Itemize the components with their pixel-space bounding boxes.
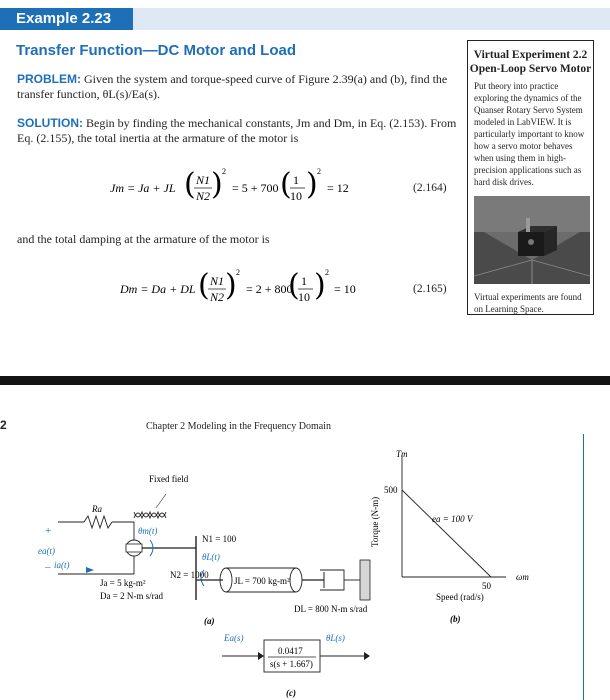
torque-speed-line	[402, 490, 491, 577]
figure-c-caption: (c)	[286, 688, 296, 698]
example-label: Example 2.23	[0, 8, 133, 30]
jl-label: JL = 700 kg-m²	[234, 576, 290, 586]
y-axis-symbol: Tm	[396, 449, 408, 459]
eq2-paren-right: )	[225, 268, 237, 303]
eq1-mid: = 5 + 700	[232, 181, 279, 195]
eq2-mid: = 2 + 800	[246, 282, 293, 296]
virtual-experiment-description: Put theory into practice exploring the dynamics of the Quanser Rotary Servo System modeled in LabVIEW. It is particularly important to know how a servo motor behaves when using them in high-precision applications such as hard disk drives.	[474, 81, 585, 187]
eq1-frac-num: 1	[293, 173, 299, 187]
resistor-ra	[84, 516, 112, 528]
page-divider	[0, 376, 610, 385]
eq1-paren-right: )	[211, 167, 223, 202]
ia-arrow	[86, 567, 94, 573]
eq2-frac-num: 1	[301, 274, 307, 288]
example-title: Transfer Function—DC Motor and Load	[16, 42, 296, 59]
chapter-header: Chapter 2 Modeling in the Frequency Domain	[146, 421, 331, 432]
tf-numerator: 0.0417	[278, 646, 303, 656]
eq2-ratio-den: N2	[210, 290, 225, 304]
output-arrowhead	[364, 652, 370, 660]
eq2-ratio-num: N1	[210, 274, 225, 288]
thetal-label: θL(t)	[202, 552, 220, 562]
ra-label: Ra	[92, 504, 102, 514]
problem-label: PROBLEM:	[17, 72, 81, 86]
load-cylinder-right	[290, 568, 302, 592]
eq1-frac-den: 10	[290, 189, 302, 203]
x-tick-50: 50	[482, 581, 491, 591]
eq1-lhs: Jm = Ja + JL	[110, 181, 176, 195]
fixed-field-label: Fixed field	[149, 474, 189, 484]
virtual-experiment-title	[468, 48, 593, 76]
n1-label: N1 = 100	[202, 534, 237, 544]
minus-sign: –	[45, 561, 51, 573]
eq1-exp2: 2	[317, 167, 321, 176]
eq2-paren2-left: (	[288, 268, 300, 303]
eq2-result: = 10	[334, 282, 356, 296]
eq1-result: = 12	[327, 181, 349, 195]
equation-2-165	[120, 263, 370, 315]
eq1-exp: 2	[222, 167, 226, 176]
eq2-exp: 2	[236, 268, 240, 277]
input-ea-label: Ea(s)	[224, 633, 244, 643]
servo-motor-image	[474, 196, 590, 284]
dl-label: DL = 800 N-m s/rad	[294, 604, 368, 614]
page-number: 2	[0, 418, 7, 432]
y-tick-500: 500	[384, 485, 398, 495]
damping-text: and the total damping at the armature of the motor is	[17, 232, 270, 246]
ja-label: Ja = 5 kg-m²	[100, 578, 146, 588]
virtual-experiment-footer: Virtual experiments are found on Learning Space.	[474, 292, 582, 314]
figure-a-motor-load	[38, 460, 378, 630]
eq1-number: (2.164)	[413, 182, 447, 194]
ia-label: ia(t)	[54, 560, 70, 570]
solution-text: Begin by finding the mechanical constants, Jm and Dm, in Eq. (2.153). From Eq. (2.155), the total inertia at the armature of the motor is	[17, 116, 457, 145]
eq2-number: (2.165)	[413, 283, 447, 295]
plus-sign: +	[45, 525, 52, 537]
x-axis-label: Speed (rad/s)	[436, 592, 484, 602]
y-axis-label: Torque (N-m)	[370, 496, 380, 547]
problem-paragraph	[17, 72, 457, 102]
figure-c-block-diagram	[220, 630, 390, 700]
figure-b-caption: (b)	[450, 614, 461, 624]
equation-2-164	[110, 162, 370, 214]
solution-paragraph	[17, 116, 457, 146]
ea-label: ea(t)	[38, 546, 55, 556]
eq2-frac-den: 10	[298, 290, 310, 304]
output-thetal-label: θL(s)	[326, 633, 345, 643]
eq1-paren2-right: )	[306, 167, 318, 202]
n2-label: N2 = 1000	[170, 570, 209, 580]
ea-annotation: ea = 100 V	[432, 514, 473, 524]
virtual-experiment-title-line2: Open-Loop Servo Motor	[469, 63, 592, 75]
x-axis-symbol: ωm	[516, 572, 529, 582]
eq2-paren-left: (	[198, 268, 210, 303]
eq1-ratio-num: N1	[196, 173, 211, 187]
eq2-paren2-right: )	[314, 268, 326, 303]
eq2-lhs: Dm = Da + DL	[120, 282, 196, 296]
thetam-label: θm(t)	[138, 526, 158, 536]
armature-body	[126, 544, 142, 552]
tf-denominator: s(s + 1.667)	[270, 659, 313, 669]
eq2-exp2: 2	[325, 268, 329, 277]
figure-a-caption: (a)	[204, 616, 215, 626]
eq1-paren2-left: (	[280, 167, 292, 202]
input-arrowhead	[258, 652, 264, 660]
virtual-experiment-title-line1: Virtual Experiment 2.2	[473, 49, 588, 61]
da-label: Da = 2 N-m s/rad	[100, 591, 164, 601]
fixed-field-leader	[156, 494, 166, 508]
eq1-ratio-den: N2	[196, 189, 211, 203]
problem-text: Given the system and torque-speed curve of Figure 2.39(a) and (b), find the transfer function, θL(s)/Ea(s).	[17, 72, 448, 101]
solution-label: SOLUTION:	[17, 116, 83, 130]
figure-b-torque-speed-chart	[366, 445, 586, 625]
eq1-paren-left: (	[184, 167, 196, 202]
